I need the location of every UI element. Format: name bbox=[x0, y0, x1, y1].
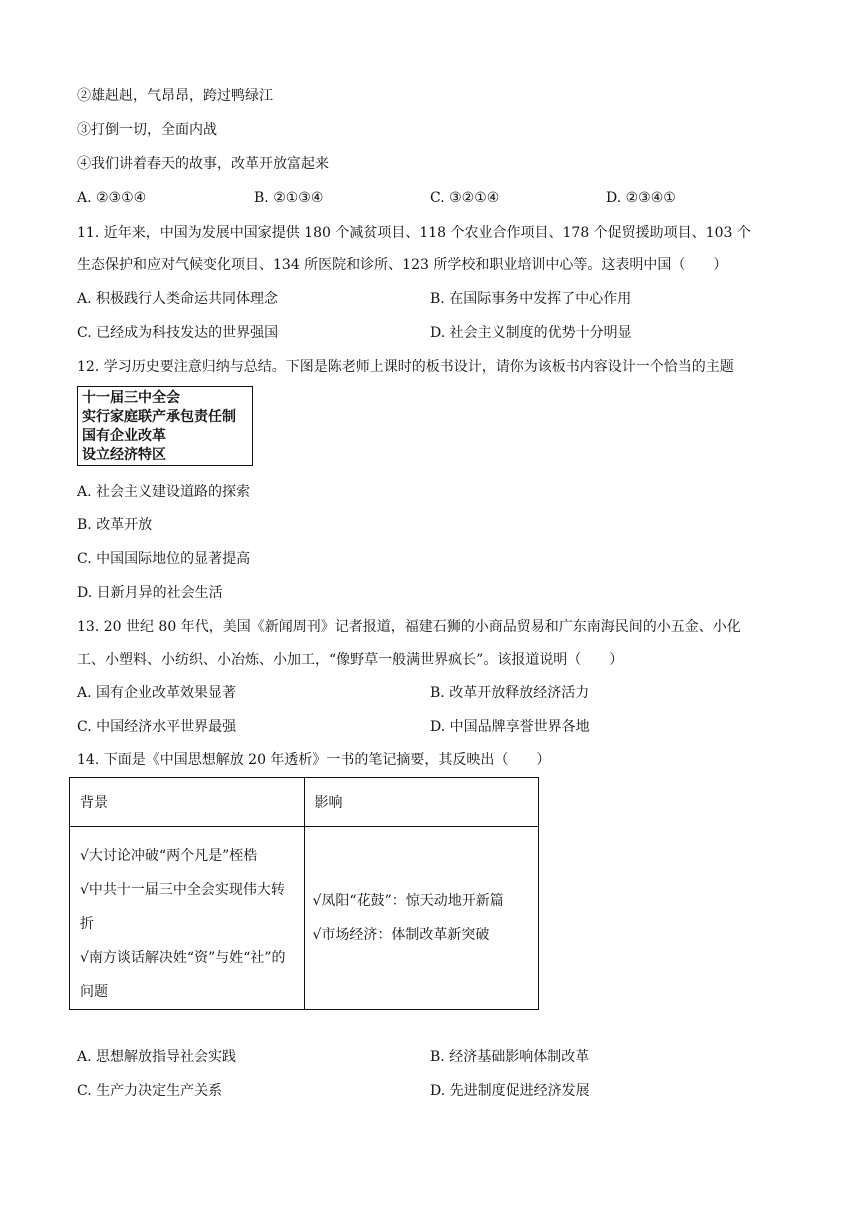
header-background: 背景 bbox=[70, 778, 305, 827]
q10-option-a[interactable]: A. ②③①④ bbox=[77, 190, 147, 206]
board-line: 设立经济特区 bbox=[82, 447, 166, 463]
q13-option-d[interactable]: D. 中国品牌享誉世界各地 bbox=[430, 719, 590, 735]
blackboard-figure bbox=[77, 386, 253, 466]
board-line: 国有企业改革 bbox=[82, 428, 166, 444]
q13-option-a[interactable]: A. 国有企业改革效果显著 bbox=[77, 685, 237, 701]
q13-option-b[interactable]: B. 改革开放释放经济活力 bbox=[430, 685, 590, 701]
q14-option-b[interactable]: B. 经济基础影响体制改革 bbox=[430, 1049, 590, 1065]
q11-option-c[interactable]: C. 已经成为科技发达的世界强国 bbox=[77, 325, 279, 341]
q13-stem-cont: 工、小塑料、小纺织、小冶炼、小加工，“像野草一般满世界疯长”。该报道说明（ ） bbox=[77, 652, 624, 668]
q14-option-a[interactable]: A. 思想解放指导社会实践 bbox=[77, 1049, 237, 1065]
q13-option-c[interactable]: C. 中国经济水平世界最强 bbox=[77, 719, 237, 735]
board-line: 实行家庭联产承包责任制 bbox=[82, 409, 236, 425]
header-impact: 影响 bbox=[304, 778, 539, 827]
q13-stem: 13. 20 世纪 80 年代，美国《新闻周刊》记者报道，福建石狮的小商品贸易和广东南海民间的小五金、小化 bbox=[77, 619, 741, 635]
q14-option-d[interactable]: D. 先进制度促进经济发展 bbox=[430, 1083, 590, 1099]
q11-option-d[interactable]: D. 社会主义制度的优势十分明显 bbox=[430, 325, 632, 341]
q14-option-c[interactable]: C. 生产力决定生产关系 bbox=[77, 1083, 223, 1099]
q12-option-c[interactable]: C. 中国国际地位的显著提高 bbox=[77, 551, 251, 567]
impact-item: √凤阳“花鼓”：惊天动地开新篇 bbox=[312, 893, 504, 909]
q11-option-b[interactable]: B. 在国际事务中发挥了中心作用 bbox=[430, 291, 632, 307]
q11-stem-cont: 生态保护和应对气候变化项目、134 所医院和诊所、123 所学校和职业培训中心等。这表明中国（ ） bbox=[77, 257, 728, 273]
background-cell bbox=[70, 827, 305, 1010]
q11-stem: 11. 近年来，中国为发展中国家提供 180 个减贫项目、118 个农业合作项目、178 个促贸援助项目、103 个 bbox=[77, 225, 751, 241]
notes-table bbox=[69, 777, 539, 1010]
background-item: √大讨论冲破“两个凡是”桎梏 bbox=[80, 848, 258, 864]
q14-stem: 14. 下面是《中国思想解放 20 年透析》一书的笔记摘要，其反映出（ ） bbox=[77, 752, 551, 768]
list-item: ④我们讲着春天的故事，改革开放富起来 bbox=[77, 156, 329, 172]
list-item: ②雄赳赳，气昂昂，跨过鸭绿江 bbox=[77, 88, 273, 104]
impact-item: √市场经济：体制改革新突破 bbox=[312, 927, 490, 943]
q12-option-b[interactable]: B. 改革开放 bbox=[77, 517, 153, 533]
q10-option-c[interactable]: C. ③②①④ bbox=[430, 190, 500, 206]
q10-option-d[interactable]: D. ②③④① bbox=[606, 190, 676, 206]
table-header-row bbox=[70, 778, 539, 827]
background-item: √南方谈话解决姓“资”与姓“社”的问题 bbox=[80, 950, 286, 1000]
q12-option-d[interactable]: D. 日新月异的社会生活 bbox=[77, 585, 223, 601]
q12-option-a[interactable]: A. 社会主义建设道路的探索 bbox=[77, 484, 251, 500]
board-line: 十一届三中全会 bbox=[82, 390, 180, 406]
impact-cell bbox=[304, 827, 539, 1010]
table-row bbox=[70, 827, 539, 1010]
q11-option-a[interactable]: A. 积极践行人类命运共同体理念 bbox=[77, 291, 279, 307]
list-item: ③打倒一切，全面内战 bbox=[77, 122, 217, 138]
background-item: √中共十一届三中全会实现伟大转折 bbox=[80, 882, 285, 932]
q12-stem: 12. 学习历史要注意归纳与总结。下图是陈老师上课时的板书设计，请你为该板书内容设计一个恰当的主题 bbox=[77, 359, 734, 375]
q10-option-b[interactable]: B. ②①③④ bbox=[254, 190, 324, 206]
